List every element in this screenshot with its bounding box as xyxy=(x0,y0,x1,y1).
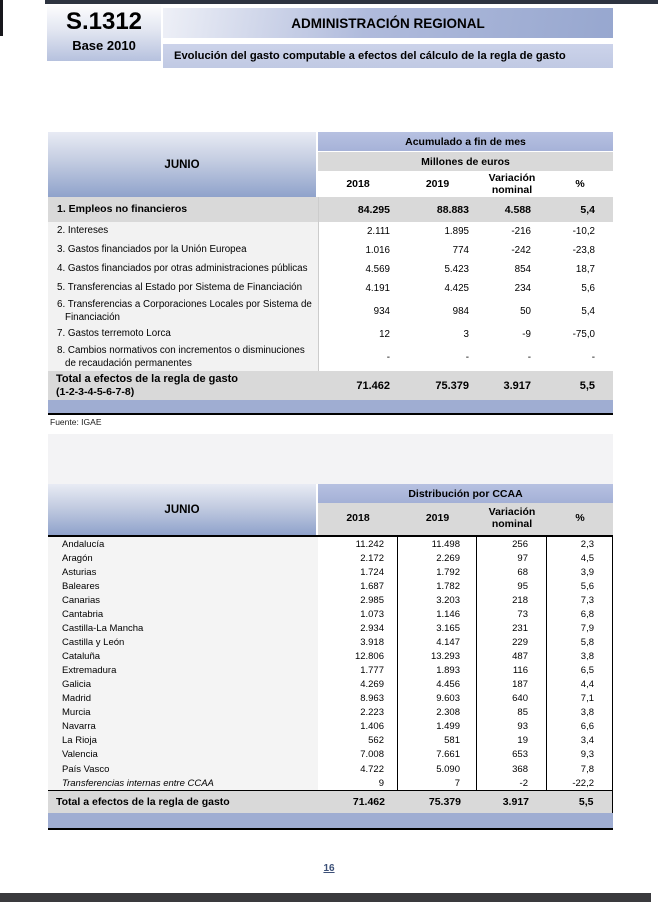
region-label: Extremadura xyxy=(48,664,318,678)
sector-code-box xyxy=(47,5,161,61)
region-value: 487 xyxy=(477,650,547,664)
col-header-variation: Variación nominal xyxy=(488,171,536,196)
col-header-percent: % xyxy=(575,177,585,190)
table-row xyxy=(48,551,613,565)
month-cell: JUNIO xyxy=(48,484,316,535)
row-label: 5. Transferencias al Estado por Sistema de Financiación xyxy=(48,279,318,298)
region-value: 4.722 xyxy=(318,762,398,776)
region-value: 4,5 xyxy=(547,551,613,565)
region-value: 4.147 xyxy=(398,635,477,649)
total-2018: 71.462 xyxy=(356,379,390,392)
page-title: ADMINISTRACIÓN REGIONAL xyxy=(291,15,485,31)
row-value: 4.191 xyxy=(318,279,398,298)
region-label: Galicia xyxy=(48,678,318,692)
col-header-2018: 2018 xyxy=(346,512,370,525)
table-bottom-bar xyxy=(48,813,613,830)
region-value: 97 xyxy=(477,551,547,565)
total-percent: 5,5 xyxy=(578,796,594,808)
table-row xyxy=(48,635,613,649)
total-2019: 75.379 xyxy=(428,796,461,808)
row-value: -9 xyxy=(477,325,547,344)
region-label: Asturias xyxy=(48,565,318,579)
row-value: 3 xyxy=(398,325,477,344)
row-value: - xyxy=(547,344,613,371)
region-label: Transferencias internas entre CCAA xyxy=(48,776,318,790)
region-value: 4,4 xyxy=(547,678,613,692)
col-header-2018: 2018 xyxy=(346,177,370,190)
region-label: La Rioja xyxy=(48,734,318,748)
evolution-table-body xyxy=(48,197,613,371)
region-value: 2.985 xyxy=(318,593,398,607)
region-value: 85 xyxy=(477,706,547,720)
window-bottom-edge xyxy=(0,893,651,902)
table-row xyxy=(48,260,613,279)
ccaa-table-body xyxy=(48,537,613,790)
region-value: 5.090 xyxy=(398,762,477,776)
row-value: 88.883 xyxy=(398,197,477,222)
region-value: 2.223 xyxy=(318,706,398,720)
region-value: 1.893 xyxy=(398,664,477,678)
row-label: 3. Gastos financiados por la Unión Europea xyxy=(48,241,318,260)
table-row xyxy=(48,565,613,579)
region-value: 8.963 xyxy=(318,692,398,706)
region-value: 7,9 xyxy=(547,621,613,635)
table-row xyxy=(48,664,613,678)
row-value: 4.425 xyxy=(398,279,477,298)
region-value: 95 xyxy=(477,579,547,593)
region-value: -22,2 xyxy=(547,776,613,790)
region-label: Cantabria xyxy=(48,607,318,621)
row-value: 774 xyxy=(398,241,477,260)
table-row xyxy=(48,650,613,664)
region-value: 5,6 xyxy=(547,579,613,593)
region-value: 93 xyxy=(477,720,547,734)
row-value: -242 xyxy=(477,241,547,260)
total-percent: 5,5 xyxy=(579,379,595,392)
region-value: 7,1 xyxy=(547,692,613,706)
region-value: 1.782 xyxy=(398,579,477,593)
window-top-edge xyxy=(45,0,658,4)
table-row xyxy=(48,762,613,776)
region-value: 4.269 xyxy=(318,678,398,692)
region-value: 1.499 xyxy=(398,720,477,734)
row-value: - xyxy=(318,344,398,371)
region-value: 3,4 xyxy=(547,734,613,748)
ccaa-table-header xyxy=(48,484,613,537)
table-row xyxy=(48,607,613,621)
region-value: 581 xyxy=(398,734,477,748)
row-value: 4.569 xyxy=(318,260,398,279)
region-value: 5,8 xyxy=(547,635,613,649)
region-value: 562 xyxy=(318,734,398,748)
row-value: 934 xyxy=(318,298,398,325)
table-row xyxy=(48,593,613,607)
region-value: 256 xyxy=(477,537,547,551)
col-header-2019: 2019 xyxy=(425,177,450,190)
row-value: 5.423 xyxy=(398,260,477,279)
region-value: 1.687 xyxy=(318,579,398,593)
region-value: 9,3 xyxy=(547,748,613,762)
total-variation: 3.917 xyxy=(502,796,529,808)
table-row xyxy=(48,579,613,593)
region-value: 3.918 xyxy=(318,635,398,649)
region-value: 2.172 xyxy=(318,551,398,565)
row-label: 4. Gastos financiados por otras administraciones públicas xyxy=(48,260,318,279)
row-value: 234 xyxy=(477,279,547,298)
region-value: 12.806 xyxy=(318,650,398,664)
col-header-percent: % xyxy=(575,512,585,525)
row-value: 5,6 xyxy=(547,279,613,298)
page-number-container xyxy=(0,858,658,876)
col-header-variation: Variación nominal xyxy=(488,506,536,530)
region-value: 6,5 xyxy=(547,664,613,678)
row-value: 5,4 xyxy=(547,197,613,222)
total-variation: 3.917 xyxy=(503,379,531,392)
evolution-total-row xyxy=(48,371,613,400)
region-label: Cataluña xyxy=(48,650,318,664)
row-value: 4.588 xyxy=(477,197,547,222)
row-value: 50 xyxy=(477,298,547,325)
region-value: 1.724 xyxy=(318,565,398,579)
region-value: 11.242 xyxy=(318,537,398,551)
region-value: 640 xyxy=(477,692,547,706)
region-label: Navarra xyxy=(48,720,318,734)
region-label: Castilla y León xyxy=(48,635,318,649)
region-value: 6,8 xyxy=(547,607,613,621)
region-value: 3,8 xyxy=(547,706,613,720)
region-label: Andalucía xyxy=(48,537,318,551)
table-row xyxy=(48,621,613,635)
table-row xyxy=(48,706,613,720)
row-label: 7. Gastos terremoto Lorca xyxy=(48,325,318,344)
region-value: 116 xyxy=(477,664,547,678)
table-row xyxy=(48,298,613,325)
row-value: 18,7 xyxy=(547,260,613,279)
column-headers xyxy=(318,172,613,197)
row-value: 984 xyxy=(398,298,477,325)
region-value: 7,3 xyxy=(547,593,613,607)
region-value: 7.661 xyxy=(398,748,477,762)
page-number-link[interactable]: 16 xyxy=(323,863,335,874)
report-subtitle-box xyxy=(163,44,613,68)
row-value: 12 xyxy=(318,325,398,344)
region-value: 68 xyxy=(477,565,547,579)
region-value: 187 xyxy=(477,678,547,692)
region-value: 2,3 xyxy=(547,537,613,551)
row-value: -75,0 xyxy=(547,325,613,344)
total-2018: 71.462 xyxy=(352,796,385,808)
row-value: 854 xyxy=(477,260,547,279)
region-value: 1.073 xyxy=(318,607,398,621)
region-label: Canarias xyxy=(48,593,318,607)
total-label: Total a efectos de la regla de gasto xyxy=(56,373,238,385)
sector-code: S.1312 xyxy=(65,8,143,35)
table-row xyxy=(48,678,613,692)
evolution-table-header xyxy=(48,132,613,197)
region-value: 7,8 xyxy=(547,762,613,776)
region-value: 13.293 xyxy=(398,650,477,664)
region-label: País Vasco xyxy=(48,762,318,776)
region-value: 3,8 xyxy=(547,650,613,664)
evolution-table xyxy=(48,132,613,415)
month-cell: JUNIO xyxy=(48,132,316,197)
row-value: 2.111 xyxy=(318,222,398,241)
total-formula: (1-2-3-4-5-6-7-8) xyxy=(56,386,135,398)
region-value: 73 xyxy=(477,607,547,621)
row-value: 1.895 xyxy=(398,222,477,241)
column-headers xyxy=(318,503,613,535)
row-value: - xyxy=(477,344,547,371)
table-row xyxy=(48,537,613,551)
row-label: 2. Intereses xyxy=(48,222,318,241)
table-row xyxy=(48,748,613,762)
row-value: -216 xyxy=(477,222,547,241)
region-value: 1.146 xyxy=(398,607,477,621)
row-label: 6. Transferencias a Corporaciones Locales por Sistema de Financiación xyxy=(48,298,318,325)
region-value: 9 xyxy=(318,776,398,790)
region-value: 3,9 xyxy=(547,565,613,579)
table-row xyxy=(48,241,613,260)
row-label: 8. Cambios normativos con incrementos o disminuciones de recaudación permanentes xyxy=(48,344,318,371)
region-value: 218 xyxy=(477,593,547,607)
row-value: - xyxy=(398,344,477,371)
region-label: Baleares xyxy=(48,579,318,593)
region-value: 7 xyxy=(398,776,477,790)
region-label: Castilla-La Mancha xyxy=(48,621,318,635)
region-value: 9.603 xyxy=(398,692,477,706)
region-label: Murcia xyxy=(48,706,318,720)
region-value: -2 xyxy=(477,776,547,790)
source-note: Fuente: IGAE xyxy=(50,417,102,427)
table-row xyxy=(48,222,613,241)
ccaa-total-row xyxy=(48,790,613,813)
row-value: 1.016 xyxy=(318,241,398,260)
window-left-edge xyxy=(0,0,3,36)
region-value: 6,6 xyxy=(547,720,613,734)
row-value: 84.295 xyxy=(318,197,398,222)
region-label: Valencia xyxy=(48,748,318,762)
table-row xyxy=(48,279,613,298)
region-value: 2.269 xyxy=(398,551,477,565)
region-label: Aragón xyxy=(48,551,318,565)
region-value: 7.008 xyxy=(318,748,398,762)
region-value: 1.777 xyxy=(318,664,398,678)
distribution-banner: Distribución por CCAA xyxy=(318,484,613,503)
units-banner: Millones de euros xyxy=(318,152,613,172)
table-row xyxy=(48,692,613,706)
region-value: 2.308 xyxy=(398,706,477,720)
table-row xyxy=(48,197,613,222)
table-row xyxy=(48,720,613,734)
region-value: 231 xyxy=(477,621,547,635)
col-header-2019: 2019 xyxy=(425,512,450,525)
region-value: 2.934 xyxy=(318,621,398,635)
total-label: Total a efectos de la regla de gasto xyxy=(56,796,230,808)
row-value: -10,2 xyxy=(547,222,613,241)
row-value: 5,4 xyxy=(547,298,613,325)
row-value: -23,8 xyxy=(547,241,613,260)
region-value: 653 xyxy=(477,748,547,762)
accumulated-banner: Acumulado a fin de mes xyxy=(318,132,613,152)
region-value: 368 xyxy=(477,762,547,776)
region-value: 11.498 xyxy=(398,537,477,551)
base-year: Base 2010 xyxy=(72,38,136,53)
page-subtitle: Evolución del gasto computable a efectos del cálculo de la regla de gasto xyxy=(174,50,566,62)
region-label: Madrid xyxy=(48,692,318,706)
report-title-box xyxy=(163,8,613,38)
table-row xyxy=(48,325,613,344)
region-value: 1.792 xyxy=(398,565,477,579)
section-spacer xyxy=(48,434,613,484)
region-value: 4.456 xyxy=(398,678,477,692)
ccaa-table xyxy=(48,484,613,830)
region-value: 19 xyxy=(477,734,547,748)
region-value: 3.165 xyxy=(398,621,477,635)
table-row xyxy=(48,776,613,790)
table-row xyxy=(48,344,613,371)
region-value: 1.406 xyxy=(318,720,398,734)
region-value: 229 xyxy=(477,635,547,649)
table-row xyxy=(48,734,613,748)
total-2019: 75.379 xyxy=(435,379,469,392)
region-value: 3.203 xyxy=(398,593,477,607)
row-label: 1. Empleos no financieros xyxy=(48,197,318,222)
table-bottom-bar xyxy=(48,400,613,415)
